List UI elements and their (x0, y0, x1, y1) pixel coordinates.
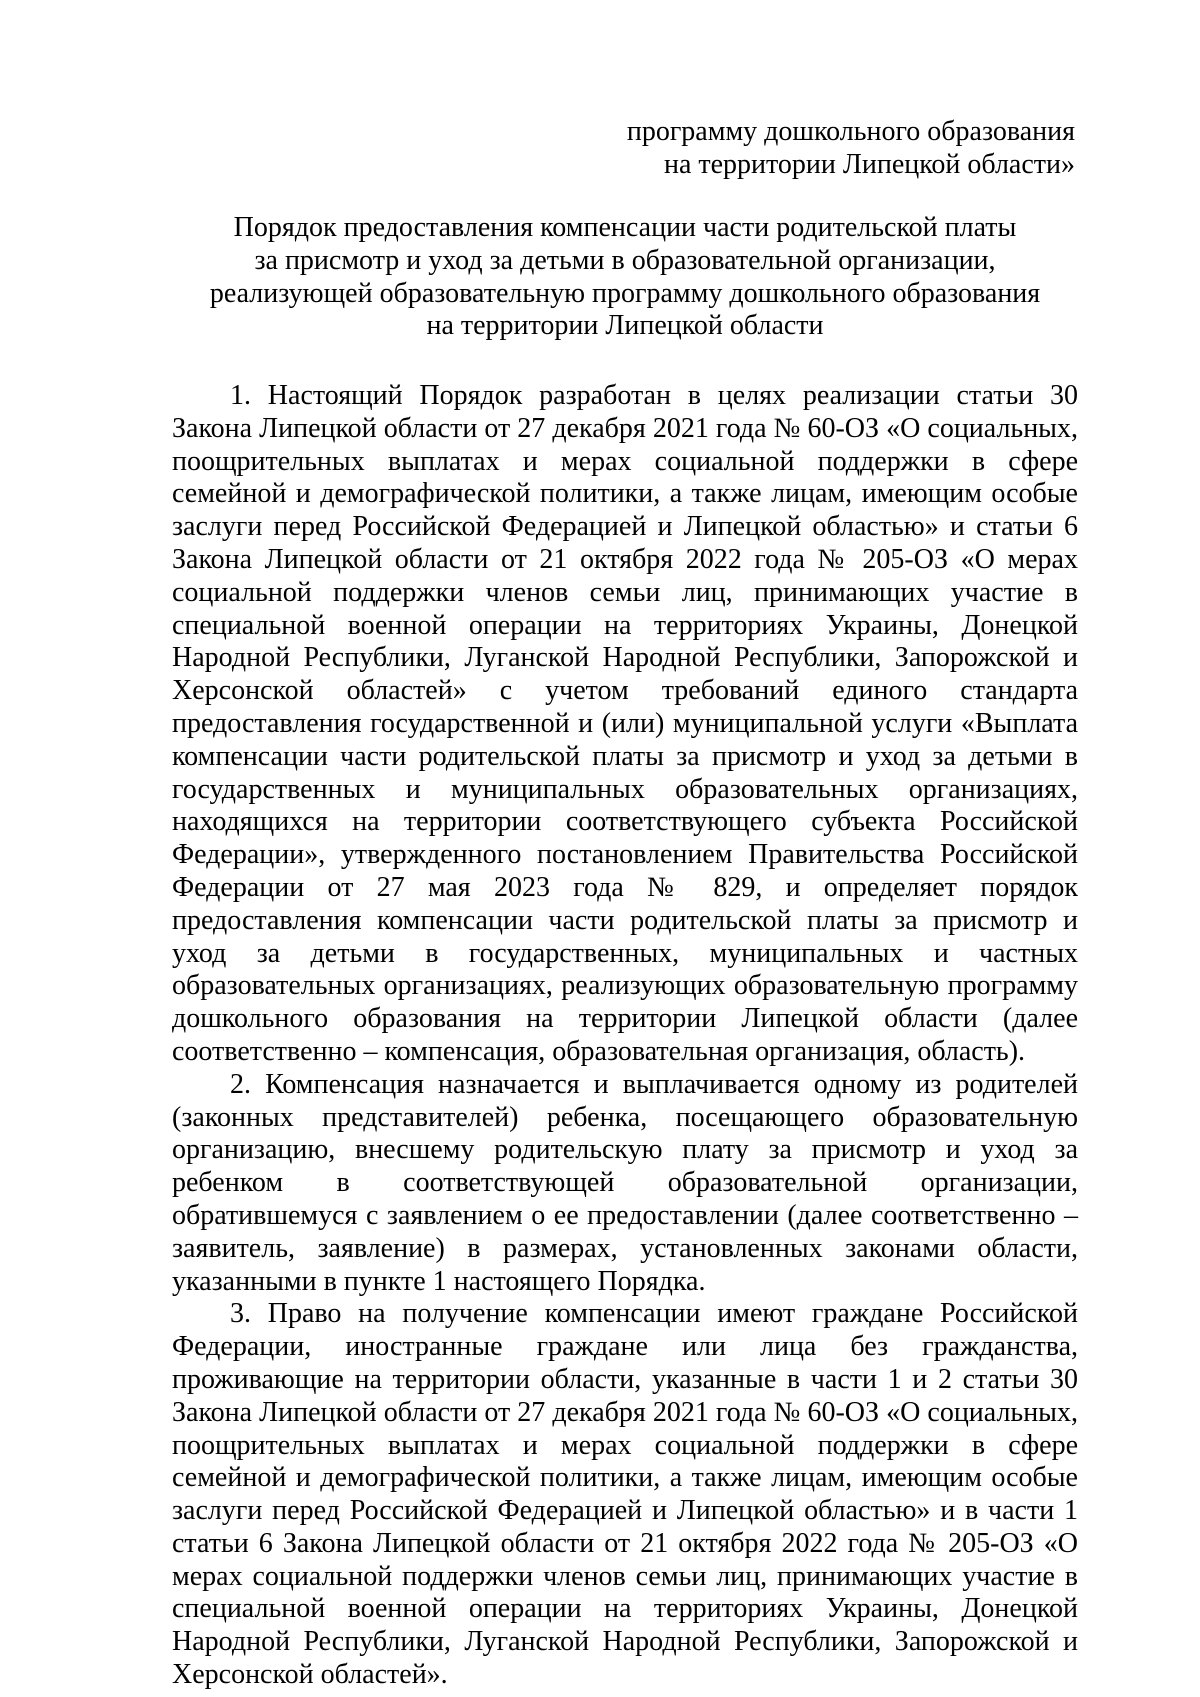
title-line: за присмотр и уход за детьми в образовательной организации, (254, 244, 996, 276)
header-line: на территории Липецкой области» (663, 148, 1075, 180)
paragraph-1: 1. Настоящий Порядок разработан в целях реализации статьи 30 Закона Липецкой области от 27 декабря 2021 года № 60-ОЗ «О социальных, поощрительных выплатах и мерах социальной поддержки в сфере семейной и демографической политики, а также лицам, имеющим особые заслуги перед Российской Федерацией и Липецкой областью» и статьи 6 Закона Липецкой области от 21 октября 2022 года № 205-ОЗ «О мерах социальной поддержки членов семьи лиц, принимающих участие в специальной военной операции на территориях Украины, Донецкой Народной Республики, Луганской Народной Республики, Запорожской и Херсонской областей» с учетом требований единого стандарта предоставления государственной и (или) муниципальной услуги «Выплата компенсации части родительской платы за присмотр и уход за детьми в государственных и муниципальных образовательных организациях, находящихся на территории соответствующего субъекта Российской Федерации», утвержденного постановлением Правительства Российской Федерации от 27 мая 2023 года № 829, и определяет порядок предоставления компенсации части родительской платы за присмотр и уход за детьми в государственных, муниципальных и частных образовательных организациях, реализующих образовательную программу дошкольного образования на территории Липецкой области (далее соответственно – компенсация, образовательная организация, область). (172, 380, 1078, 1067)
title-line: на территории Липецкой области (426, 310, 824, 342)
paragraph-2: 2. Компенсация назначается и выплачивается одному из родителей (законных представителей) ребенка, посещающего образовательную организацию, внесшему родительскую плату за присмотр и уход за ребенком в соответствующей образовательной организации, обратившемуся с заявлением о ее предоставлении (далее соответственно – заявитель, заявление) в размерах, установленных законами области, указанными в пункте 1 настоящего Порядка. (172, 1068, 1078, 1297)
title-line: реализующей образовательную программу дошкольного образования (209, 277, 1041, 309)
paragraph-3: 3. Право на получение компенсации имеют граждане Российской Федерации, иностранные граждане или лица без гражданства, проживающие на территории области, указанные в части 1 и 2 статьи 30 Закона Липецкой области от 27 декабря 2021 года № 60-ОЗ «О социальных, поощрительных выплатах и мерах социальной поддержки в сфере семейной и демографической политики, а также лицам, имеющим особые заслуги перед Российской Федерацией и Липецкой областью» и в части 1 статьи 6 Закона Липецкой области от 21 октября 2022 года № 205-ОЗ «О мерах социальной поддержки членов семьи лиц, принимающих участие в специальной военной операции на территориях Украины, Донецкой Народной Республики, Луганской Народной Республики, Запорожской и Херсонской областей». (172, 1298, 1078, 1691)
document-body (172, 380, 1078, 1692)
header-line: программу дошкольного образования (626, 116, 1075, 147)
title-line: Порядок предоставления компенсации части родительской платы (233, 212, 1017, 243)
document-title (172, 212, 1078, 343)
header-continuation (627, 116, 1075, 182)
